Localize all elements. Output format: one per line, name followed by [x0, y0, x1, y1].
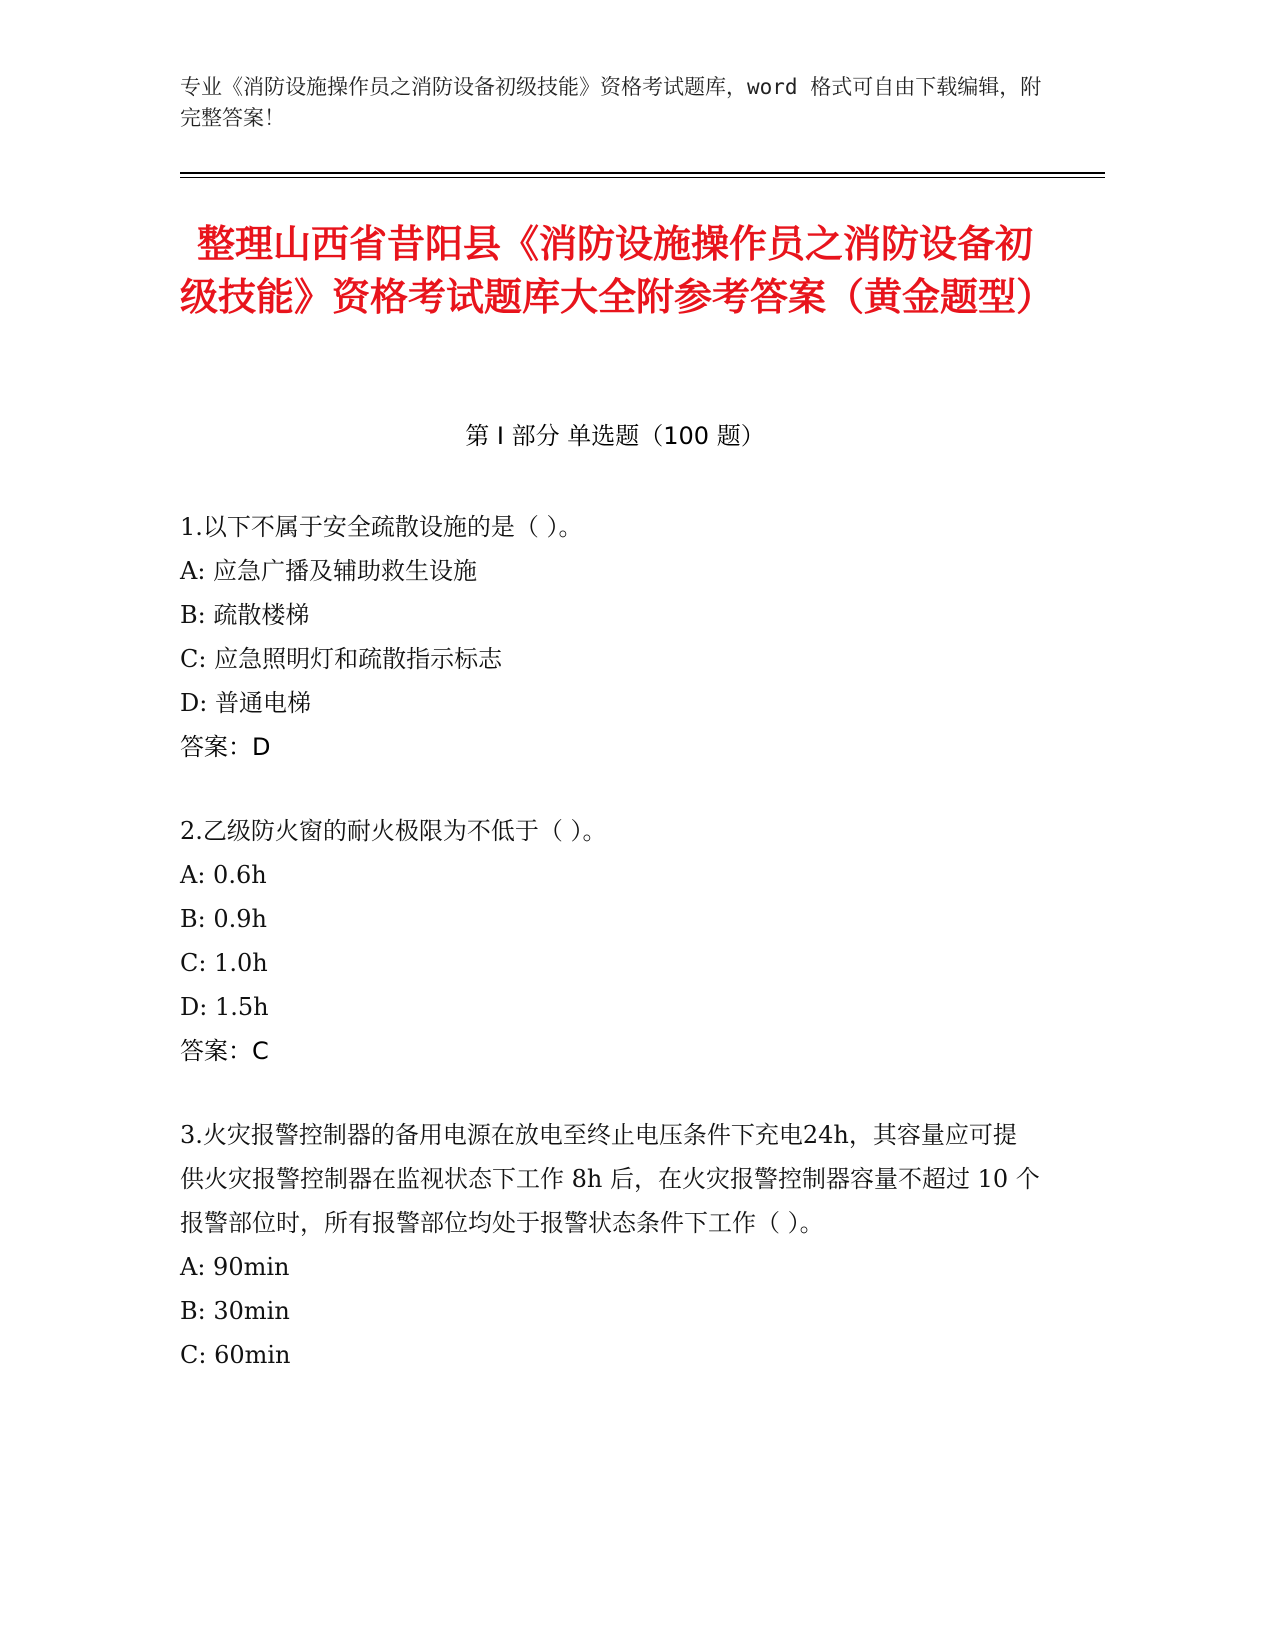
answer: 答案：D	[180, 733, 271, 761]
option-a: A: 应急广播及辅助救生设施	[180, 557, 478, 585]
option-d: D: 普通电梯	[180, 689, 311, 717]
document-title: 整理山西省昔阳县《消防设施操作员之消防设备初级技能》资格考试题库大全附参考答案（黄金题型）	[180, 222, 1055, 319]
option-c: C: 1.0h	[180, 949, 268, 977]
header-divider-thick	[180, 172, 1105, 174]
question-list	[180, 505, 1040, 1417]
option-c: C: 应急照明灯和疏散指示标志	[180, 645, 503, 673]
option-d: D: 1.5h	[180, 993, 269, 1021]
header-divider-thin	[180, 177, 1105, 178]
question-stem: 3.火灾报警控制器的备用电源在放电至终止电压条件下充电24h，其容量应可提供火灾报警控制器在监视状态下工作 8h 后，在火灾报警控制器容量不超过 10 个报警部位时，所有报警部位均处于报警状态条件下工作（ ）。	[180, 1121, 1040, 1237]
question-3	[180, 1113, 1040, 1377]
option-b: B: 疏散楼梯	[180, 601, 310, 629]
question-2	[180, 809, 1040, 1073]
question-stem: 2.乙级防火窗的耐火极限为不低于（ ）。	[180, 817, 607, 845]
option-a: A: 90min	[180, 1253, 290, 1281]
answer: 答案：C	[180, 1037, 269, 1065]
question-stem: 1.以下不属于安全疏散设施的是（ ）。	[180, 513, 583, 541]
option-b: B: 30min	[180, 1297, 290, 1325]
section-title: 第 I 部分 单选题（100 题）	[465, 422, 765, 450]
option-b: B: 0.9h	[180, 905, 267, 933]
question-1	[180, 505, 1040, 769]
option-c: C: 60min	[180, 1341, 291, 1369]
header-note: 专业《消防设施操作员之消防设备初级技能》资格考试题库，word 格式可自由下载编辑，附完整答案！	[180, 75, 1042, 130]
option-a: A: 0.6h	[180, 861, 267, 889]
